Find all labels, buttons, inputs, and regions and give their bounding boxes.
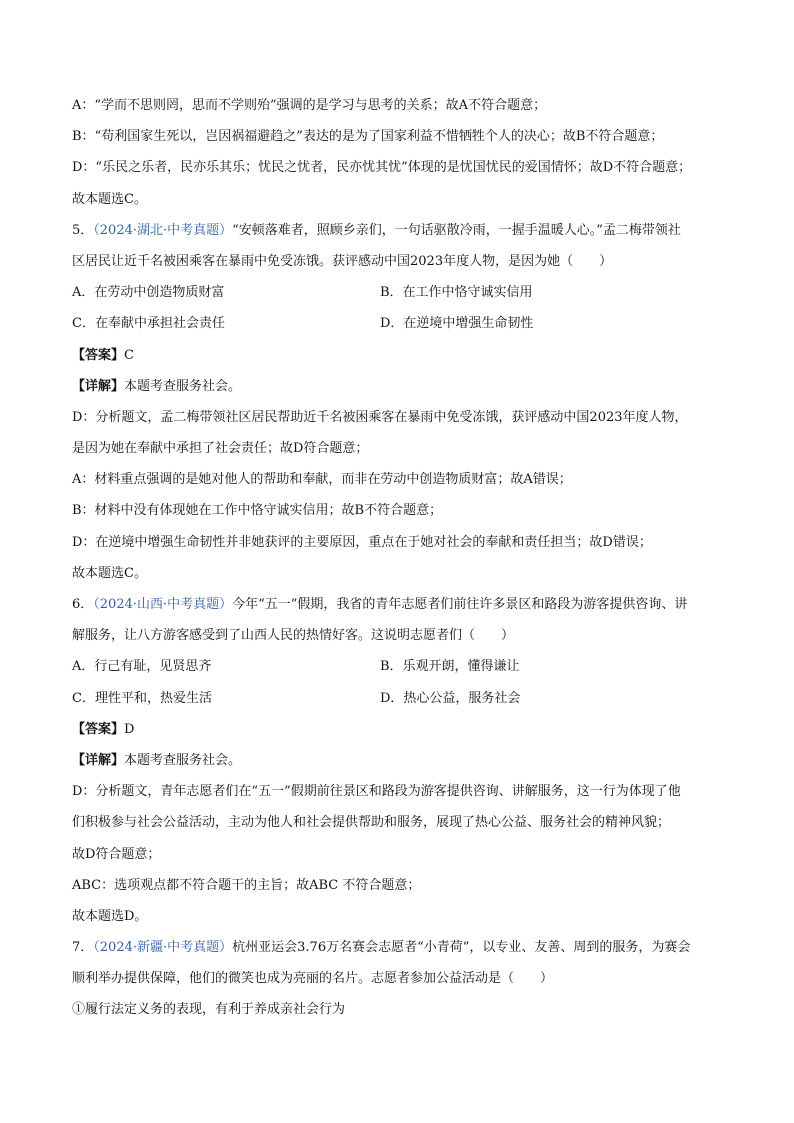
q5-explain-3: A：材料重点强调的是她对他人的帮助和奉献，而非在劳动中创造物质财富；故A错误；	[72, 472, 572, 488]
q6-conclusion: 故本题选D。	[72, 908, 148, 924]
q6-answer	[72, 720, 736, 751]
prev-explain-b: B：“苟利国家生死以，岂因祸福避趋之”表达的是为了国家利益不惜牺牲个人的决心；故B不符合题意；	[72, 129, 664, 145]
q6-option-a: A．行己有耻，见贤思齐	[72, 659, 212, 675]
q5-answer-label: 【答案】	[72, 347, 125, 363]
q5-option-b: B．在工作中恪守诚实信用	[380, 285, 533, 301]
q5-detail-label: 【详解】	[72, 378, 125, 394]
prev-explain-d: D：“乐民之乐者，民亦乐其乐；忧民之忧者，民亦忧其忧”体现的是忧国忧民的爱国情怀；故D不符合题意；	[72, 160, 692, 176]
q7-stem-text: 杭州亚运会3.76万名赛会志愿者“小青荷”，以专业、友善、周到的服务，为赛会	[232, 940, 691, 956]
q7-stem	[72, 938, 736, 958]
q7-item-1: ①履行法定义务的表现，有利于养成亲社会行为	[72, 1002, 346, 1018]
q6-number: 6．	[72, 597, 94, 612]
q5-stem	[72, 221, 736, 241]
q6-stem-text: 今年“五一”假期，我省的青年志愿者们前往许多景区和路段为游客提供咨询、讲	[232, 597, 688, 612]
q6-explain-2: 们积极参与社会公益活动，主动为他人和社会提供帮助和服务，展现了热心公益、服务社会的精神风貌；	[72, 815, 671, 831]
q5-options-row1	[72, 283, 736, 314]
q5-explain-1: D：分析题文，孟二梅带领社区居民帮助近千名被困乘客在暴雨中免受冻饿，获评感动中国2023年度人物，	[72, 409, 688, 425]
q5-explain-5: D：在逆境中增强生命韧性并非她获评的主要原因，重点在于她对社会的奉献和责任担当；故D错误；	[72, 534, 652, 550]
q5-options-row2	[72, 314, 736, 345]
q6-option-d: D．热心公益，服务社会	[380, 690, 521, 706]
q5-stem-text: “安顿落难者，照顾乡亲们，一句话驱散冷雨，一握手温暖人心。”孟二梅带领社	[232, 222, 681, 238]
q5-source: （2024·湖北·中考真题）	[93, 222, 233, 238]
q5-detail	[72, 377, 736, 408]
q5-number: 5．	[72, 222, 94, 238]
q5-option-a: A．在劳动中创造物质财富	[72, 285, 225, 301]
prev-explain-a: A：“学而不思则罔，思而不学则殆”强调的是学习与思考的关系；故A不符合题意；	[72, 98, 547, 113]
q6-answer-value: D	[124, 721, 135, 737]
q7-source: （2024·新疆·中考真题）	[93, 940, 233, 956]
q6-stem-cont: 解服务，让八方游客感受到了山西人民的热情好客。这说明志愿者们（ ）	[72, 628, 515, 644]
q6-explain-1: D：分析题文，青年志愿者们在“五一”假期前往景区和路段为游客提供咨询、讲解服务，这一行为体现了他	[72, 784, 681, 800]
q5-answer-value: C	[124, 347, 134, 363]
document-page	[72, 96, 736, 1032]
q5-stem-cont: 区居民让近千名被困乘客在暴雨中免受冻饿。获评感动中国2023年度人物，是因为她（ ）	[72, 253, 613, 269]
q6-detail	[72, 751, 736, 782]
q6-detail-text: 本题考查服务社会。	[124, 752, 242, 768]
q5-answer	[72, 346, 736, 377]
q6-explain-3: 故D符合题意；	[72, 846, 161, 862]
q6-explain-4: ABC：选项观点都不符合题干的主旨；故ABC 不符合题意；	[72, 877, 421, 893]
q5-explain-2: 是因为她在奉献中承担了社会责任；故D符合题意；	[72, 441, 369, 457]
q6-options-row1	[72, 657, 736, 688]
q5-option-d: D．在逆境中增强生命韧性	[380, 316, 534, 332]
q5-explain-4: B：材料中没有体现她在工作中恪守诚实信用；故B不符合题意；	[72, 503, 443, 519]
q6-source: （2024·山西·中考真题）	[93, 597, 233, 612]
q6-answer-label: 【答案】	[72, 721, 125, 737]
q6-stem	[72, 595, 736, 615]
q6-option-c: C．理性平和，热爱生活	[72, 690, 212, 706]
q5-option-c: C．在奉献中承担社会责任	[72, 316, 225, 332]
prev-conclusion: 故本题选C。	[72, 191, 147, 207]
q5-detail-text: 本题考查服务社会。	[124, 378, 242, 394]
q7-stem-cont: 顺利举办提供保障，他们的微笑也成为亮丽的名片。志愿者参加公益活动是（ ）	[72, 971, 554, 987]
q6-options-row2	[72, 689, 736, 720]
q6-option-b: B．乐观开朗，懂得谦让	[380, 659, 520, 675]
q5-conclusion: 故本题选C。	[72, 565, 147, 581]
q7-number: 7．	[72, 940, 94, 956]
q6-detail-label: 【详解】	[72, 752, 125, 768]
